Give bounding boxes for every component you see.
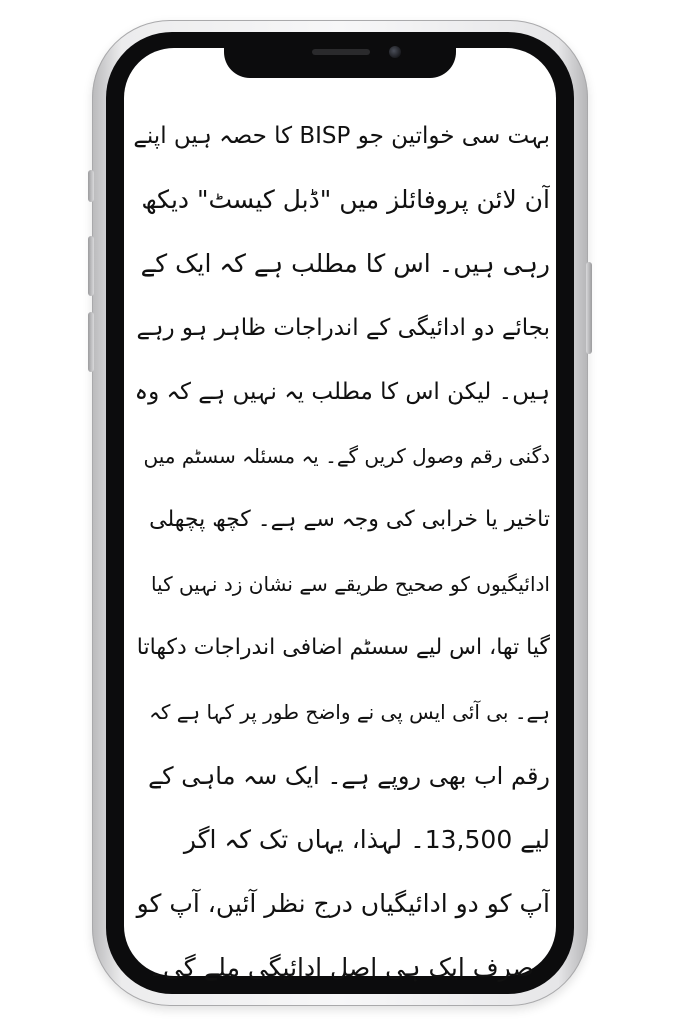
speaker-grille: [312, 49, 370, 55]
phone-notch: [224, 40, 456, 78]
front-camera-icon: [389, 46, 401, 58]
text-line: ہے۔ بی آئی ایس پی نے واضح طور پر کہا ہے کہ: [149, 700, 550, 724]
text-line: آپ کو دو ادائیگیاں درج نظر آئیں، آپ کو: [136, 889, 550, 918]
article-text: [132, 104, 550, 982]
text-line: بجائے دو ادائیگی کے اندراجات ظاہر ہو رہے: [136, 315, 550, 341]
volume-down-button: [88, 312, 94, 372]
text-line: رقم اب بھی روپے ہے۔ ایک سہ ماہی کے: [148, 762, 550, 790]
text-line: لیے 13,500۔ لہذا، یہاں تک کہ اگر: [183, 825, 550, 854]
text-line: آن لائن پروفائلز میں "ڈبل کیسٹ" دیکھ: [141, 185, 550, 214]
text-line: صرف ایک ہی اصل ادائیگی ملے گی۔: [148, 953, 534, 982]
mute-switch: [88, 170, 94, 202]
text-line: رہی ہیں۔ اس کا مطلب ہے کہ ایک کے: [140, 249, 550, 278]
text-line: بہت سی خواتین جو BISP کا حصہ ہیں اپنے: [133, 123, 550, 149]
text-line: گیا تھا، اس لیے سسٹم اضافی اندراجات دکھاتا: [136, 635, 550, 660]
text-line: تاخیر یا خرابی کی وجہ سے ہے۔ کچھ پچھلی: [149, 507, 550, 532]
text-line: ہیں۔ لیکن اس کا مطلب یہ نہیں ہے کہ وہ: [134, 379, 550, 405]
text-line: دگنی رقم وصول کریں گے۔ یہ مسئلہ سسٹم میں: [143, 444, 550, 468]
volume-up-button: [88, 236, 94, 296]
power-button: [586, 262, 592, 354]
text-line: ادائیگیوں کو صحیح طریقے سے نشان زد نہیں کیا: [150, 572, 550, 596]
